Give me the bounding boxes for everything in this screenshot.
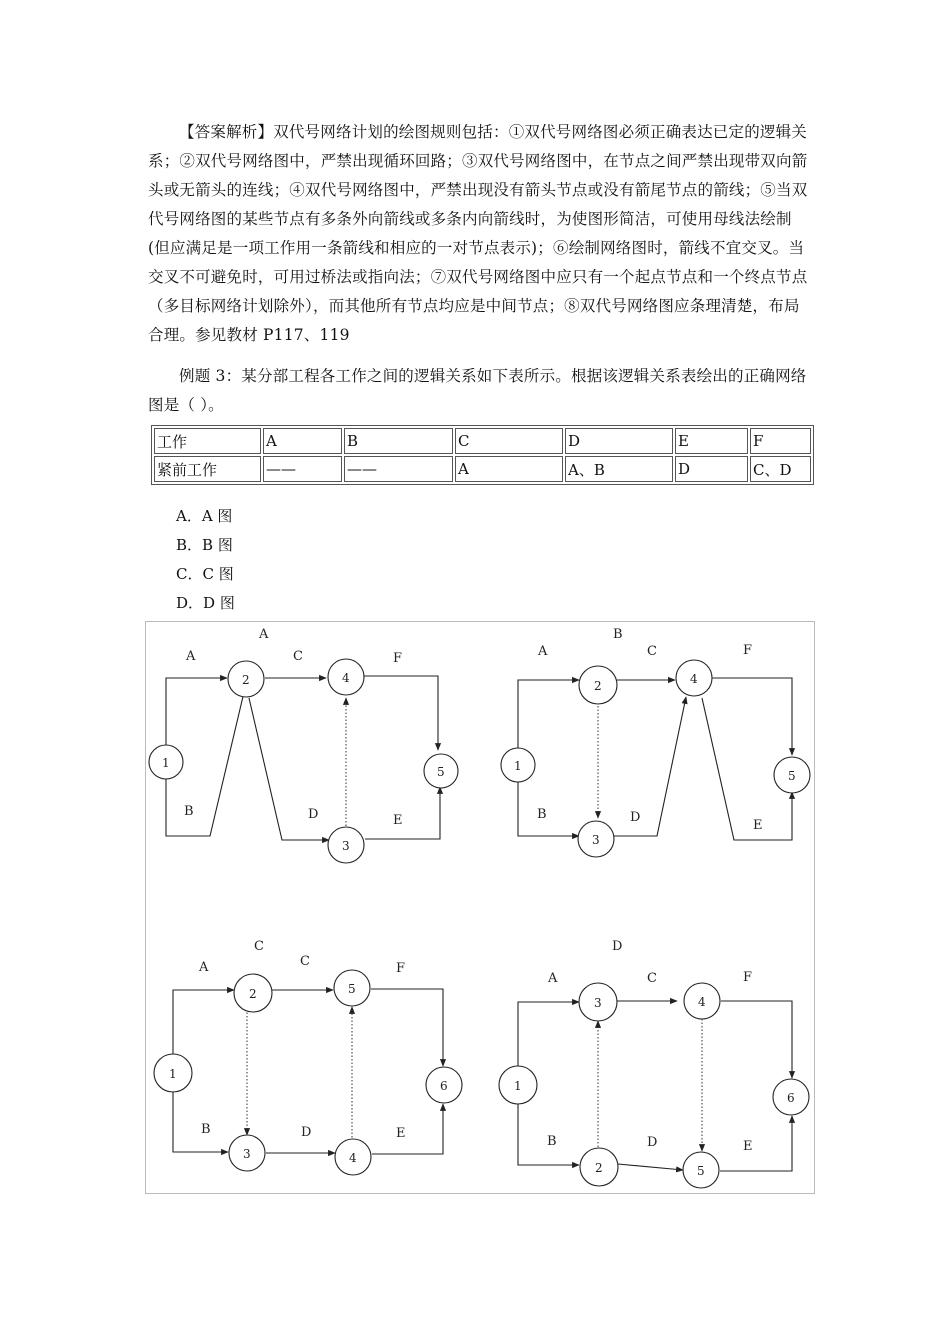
activity-label: A <box>538 644 548 659</box>
node-label: 4 <box>349 1151 357 1165</box>
table-cell: —— <box>263 456 342 482</box>
node-label: 4 <box>342 671 350 685</box>
activity-label: C <box>647 971 657 986</box>
node-label: 3 <box>243 1147 251 1161</box>
table-cell: C、D <box>750 456 811 482</box>
node-label: 1 <box>162 756 170 770</box>
diagram-title: A <box>259 627 269 642</box>
activity-label: A <box>186 649 196 664</box>
node-label: 3 <box>592 833 600 847</box>
diagram-a <box>149 627 458 863</box>
node-label: 1 <box>169 1067 177 1081</box>
activity-label: E <box>393 813 403 828</box>
node-label: 2 <box>242 673 250 687</box>
table-cell: D <box>565 428 673 454</box>
node-label: 3 <box>594 996 602 1010</box>
node-label: 1 <box>514 1079 522 1093</box>
activity-label: F <box>743 643 753 658</box>
arrow-line <box>364 676 438 750</box>
arrow-line <box>372 1104 443 1154</box>
option-a: A．A 图 <box>176 507 233 525</box>
node-label: 6 <box>440 1079 448 1093</box>
table-cell: B <box>344 428 453 454</box>
network-diagrams-svg <box>146 622 814 1193</box>
arrow-line <box>518 1002 579 1067</box>
activity-label: F <box>393 651 403 666</box>
arrow-line <box>518 779 579 836</box>
activity-label: A <box>199 960 209 975</box>
arrow-line <box>518 680 579 750</box>
activity-label: F <box>396 961 406 976</box>
activity-label: E <box>753 818 763 833</box>
activity-label: E <box>743 1139 753 1154</box>
arrow-line <box>721 1001 792 1078</box>
arrow-line <box>173 990 234 1055</box>
table-cell: 工作 <box>154 428 261 454</box>
node-label: 5 <box>788 769 796 783</box>
table-row <box>154 456 811 482</box>
table-cell: 紧前工作 <box>154 456 261 482</box>
arrow-line <box>365 787 440 839</box>
table-row <box>154 428 811 454</box>
activity-label: C <box>300 954 310 969</box>
option-c: C．C 图 <box>176 565 234 583</box>
arrow-line <box>371 989 443 1066</box>
node-label: 2 <box>249 987 257 1001</box>
activity-label: C <box>293 649 303 664</box>
table-cell: A <box>455 456 563 482</box>
node-label: 6 <box>787 1091 795 1105</box>
table-cell: D <box>675 456 748 482</box>
activity-label: D <box>647 1135 658 1150</box>
activity-label: D <box>308 807 319 822</box>
node-label: 5 <box>437 765 445 779</box>
table-cell: —— <box>344 456 453 482</box>
activity-label: D <box>630 810 641 825</box>
diagram-title: C <box>254 939 264 954</box>
arrow-line <box>614 697 686 836</box>
table-cell: F <box>750 428 811 454</box>
node-label: 5 <box>348 982 356 996</box>
table-cell: A <box>263 428 342 454</box>
activity-label: A <box>548 971 558 986</box>
diagram-c <box>154 939 462 1175</box>
activity-label: E <box>396 1126 406 1141</box>
answer-analysis-paragraph: 【答案解析】双代号网络计划的绘图规则包括：①双代号网络图必须正确表达已定的逻辑关系；②双代号网络图中，严禁出现循环回路；③双代号网络图中，在节点之间严禁出现带双向箭头或无箭头的连线；④双代号网络图中，严禁出现没有箭头节点或没有箭尾节点的箭线；⑤当双代号网络图的某些节点有多条外向箭线或多条内向箭线时，为使图形简洁，可使用母线法绘制(但应满足是一项工作用一条箭线和相应的一对节点表示)；⑥绘制网络图时，箭线不宜交叉。当交叉不可避免时，可用过桥法或指向法；⑦双代号网络图中应只有一个起点节点和一个终点节点（多目标网络计划除外），而其他所有节点均应是中间节点；⑧双代号网络图应条理清楚，布局合理。参见教材 P117、119 <box>148 123 808 344</box>
activity-label: C <box>647 644 657 659</box>
table-cell: C <box>455 428 563 454</box>
node-label: 3 <box>342 839 350 853</box>
activity-label: B <box>547 1134 557 1149</box>
arrow-line <box>166 678 227 752</box>
activity-label: B <box>201 1122 211 1137</box>
activity-label: B <box>184 804 194 819</box>
diagram-d <box>499 939 809 1188</box>
activity-label: B <box>537 807 547 822</box>
diagram-b <box>501 627 810 857</box>
node-label: 4 <box>690 672 698 686</box>
diagram-title: B <box>613 627 623 642</box>
arrow-line <box>720 1116 792 1171</box>
activity-label: F <box>743 970 753 985</box>
option-b: B．B 图 <box>176 536 233 554</box>
arrow-line <box>618 1164 683 1170</box>
arrow-line <box>711 678 792 755</box>
question-paragraph: 例题 3：某分部工程各工作之间的逻辑关系如下表所示。根据该逻辑关系表绘出的正确网络图是（ ）。 <box>148 367 807 414</box>
node-label: 5 <box>697 1164 705 1178</box>
diagram-title: D <box>612 939 623 954</box>
table-cell: A、B <box>565 456 673 482</box>
option-d: D．D 图 <box>176 594 235 612</box>
node-label: 4 <box>698 995 706 1009</box>
network-diagrams-figure <box>145 621 815 1194</box>
activity-label: D <box>301 1125 312 1140</box>
logic-relation-table <box>151 425 814 485</box>
table-cell: E <box>675 428 748 454</box>
node-label: 2 <box>594 679 602 693</box>
node-label: 1 <box>514 759 522 773</box>
node-label: 2 <box>595 1161 603 1175</box>
